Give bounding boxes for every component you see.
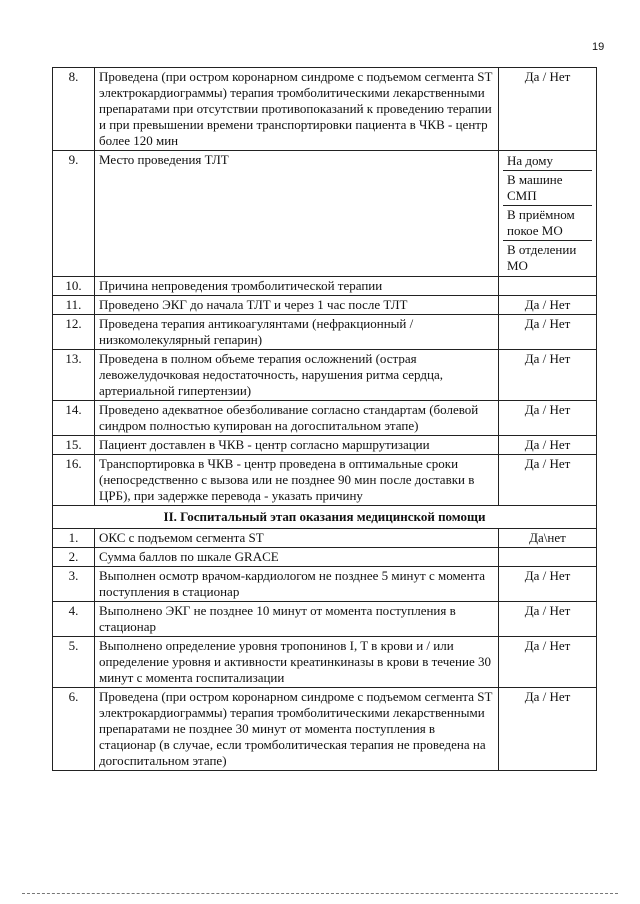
- table-row: [53, 436, 597, 455]
- section-row: [53, 506, 597, 529]
- row-number: 5.: [53, 637, 95, 688]
- row-number: 6.: [53, 688, 95, 771]
- row-answer: Да\нет: [499, 529, 597, 548]
- table-row: [53, 296, 597, 315]
- row-number: 11.: [53, 296, 95, 315]
- page-bottom-divider: [22, 893, 618, 894]
- table-row: [53, 637, 597, 688]
- row-number: 1.: [53, 529, 95, 548]
- row-text: Проведено адекватное обезболивание согласно стандартам (болевой синдром полностью купирован на догоспитальном этапе): [95, 401, 499, 436]
- row-text: Сумма баллов по шкале GRACE: [95, 548, 499, 567]
- checklist-table: [52, 67, 597, 771]
- row-answer: Да / Нет: [499, 401, 597, 436]
- row-text: Пациент доставлен в ЧКВ - центр согласно маршрутизации: [95, 436, 499, 455]
- row-answer: [499, 548, 597, 567]
- table-row: [53, 455, 597, 506]
- row-number: 15.: [53, 436, 95, 455]
- row-text: Проведено ЭКГ до начала ТЛТ и через 1 час после ТЛТ: [95, 296, 499, 315]
- row-answer: Да / Нет: [499, 436, 597, 455]
- row-answer: [499, 277, 597, 296]
- row-number: 4.: [53, 602, 95, 637]
- row-answer: Да / Нет: [499, 296, 597, 315]
- table-row: [53, 602, 597, 637]
- table-row: [53, 315, 597, 350]
- row-text: Транспортировка в ЧКВ - центр проведена в оптимальные сроки (непосредственно с вызова или не позднее 90 мин после доставки в ЦРБ), при задержке перевода - указать причину: [95, 455, 499, 506]
- row-text: Выполнено определение уровня тропонинов I, T в крови и / или определение уровня и активности креатинкиназы в крови в течение 30 минут с момента госпитализации: [95, 637, 499, 688]
- table-row: [53, 151, 597, 277]
- place-options: [499, 151, 597, 277]
- row-answer: Да / Нет: [499, 68, 597, 151]
- table-row: [53, 567, 597, 602]
- table-row: [53, 350, 597, 401]
- row-number: 12.: [53, 315, 95, 350]
- row-number: 3.: [53, 567, 95, 602]
- row-answer: Да / Нет: [499, 602, 597, 637]
- row-text: ОКС с подъемом сегмента ST: [95, 529, 499, 548]
- row-text: Место проведения ТЛТ: [95, 151, 499, 277]
- page-number: 19: [592, 41, 605, 53]
- section-title: II. Госпитальный этап оказания медицинской помощи: [53, 506, 597, 529]
- row-number: 9.: [53, 151, 95, 277]
- row-number: 8.: [53, 68, 95, 151]
- row-text: Выполнено ЭКГ не позднее 10 минут от момента поступления в стационар: [95, 602, 499, 637]
- row-text: Проведена в полном объеме терапия осложнений (острая левожелудочковая недостаточность, нарушения ритма сердца, артериальной гипертензии): [95, 350, 499, 401]
- table-row: [53, 68, 597, 151]
- table-row: [53, 529, 597, 548]
- row-text: Проведена (при остром коронарном синдроме с подъемом сегмента ST электрокардиограммы) терапия тромболитическими лекарственными препаратами не позднее 30 минут от момента поступления в стационар (в случае, если тромболитическая терапия не проведена на догоспитальном этапе): [95, 688, 499, 771]
- row-answer: Да / Нет: [499, 688, 597, 771]
- row-number: 2.: [53, 548, 95, 567]
- table-row: [53, 548, 597, 567]
- row-number: 13.: [53, 350, 95, 401]
- place-option: В приёмном покое МО: [503, 206, 592, 241]
- table-row: [53, 688, 597, 771]
- table-row: [53, 401, 597, 436]
- table-row: [53, 277, 597, 296]
- row-answer: Да / Нет: [499, 350, 597, 401]
- place-option: На дому: [503, 152, 592, 171]
- row-answer: Да / Нет: [499, 315, 597, 350]
- row-text: Причина непроведения тромболитической терапии: [95, 277, 499, 296]
- row-number: 10.: [53, 277, 95, 296]
- row-text: Проведена (при остром коронарном синдроме с подъемом сегмента ST электрокардиограммы) терапия тромболитическими лекарственными препаратами при отсутствии противопоказаний к проведению терапии и при превышении времени транспортировки пациента в ЧКВ - центр более 120 мин: [95, 68, 499, 151]
- row-text: Выполнен осмотр врачом-кардиологом не позднее 5 минут с момента поступления в стационар: [95, 567, 499, 602]
- place-option: В отделении МО: [507, 242, 577, 273]
- row-number: 14.: [53, 401, 95, 436]
- row-text: Проведена терапия антикоагулянтами (нефракционный / низкомолекулярный гепарин): [95, 315, 499, 350]
- row-answer: Да / Нет: [499, 637, 597, 688]
- row-answer: Да / Нет: [499, 567, 597, 602]
- row-answer: Да / Нет: [499, 455, 597, 506]
- place-option: В машине СМП: [503, 171, 592, 206]
- row-number: 16.: [53, 455, 95, 506]
